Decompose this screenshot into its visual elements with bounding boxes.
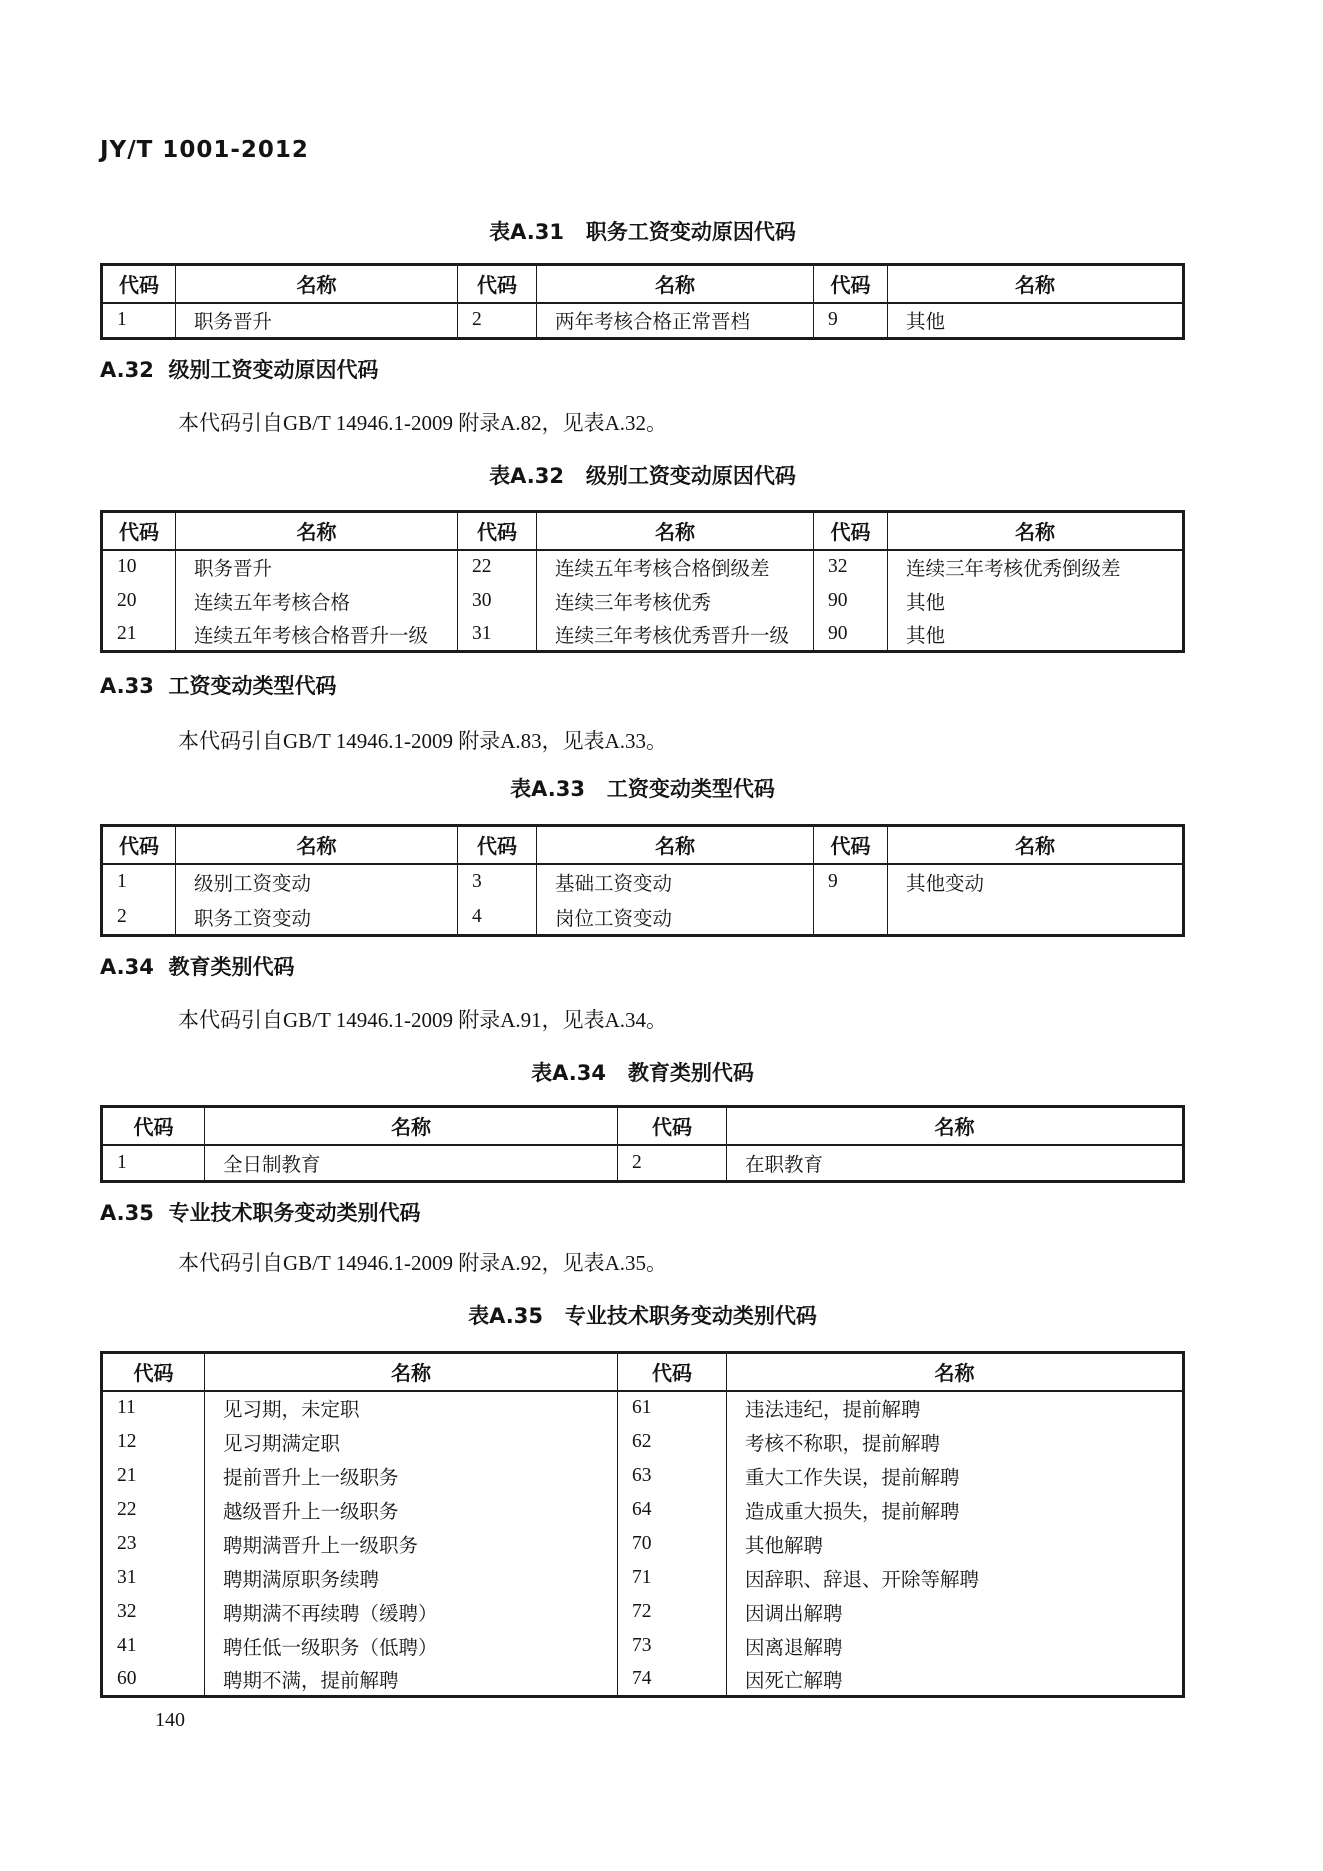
name-cell: 职务晋升 [176, 303, 458, 339]
name-cell: 连续五年考核合格 [176, 584, 458, 618]
code-cell: 31 [102, 1561, 205, 1595]
name-cell: 职务晋升 [176, 550, 458, 584]
section-a33-heading: A.33 工资变动类型代码 [100, 674, 337, 698]
code-cell: 23 [102, 1527, 205, 1561]
table-row [102, 1425, 1184, 1459]
column-header: 名称 [176, 826, 458, 864]
table-row [102, 864, 1184, 900]
column-header: 代码 [618, 1107, 727, 1145]
name-cell: 见习期，未定职 [205, 1391, 618, 1425]
name-cell: 造成重大损失，提前解聘 [727, 1493, 1184, 1527]
column-header: 代码 [458, 512, 537, 550]
name-cell: 聘任低一级职务（低聘） [205, 1629, 618, 1663]
code-cell: 74 [618, 1663, 727, 1697]
name-cell: 其他 [888, 618, 1184, 652]
code-cell: 10 [102, 550, 176, 584]
name-cell: 连续三年考核优秀 [537, 584, 814, 618]
column-header: 名称 [176, 512, 458, 550]
code-cell: 9 [814, 303, 888, 339]
name-cell: 其他 [888, 303, 1184, 339]
page-number: 140 [155, 1709, 185, 1731]
name-cell: 连续五年考核合格晋升一级 [176, 618, 458, 652]
section-a32-paragraph: 本代码引自GB/T 14946.1-2009 附录A.82，见表A.32。 [178, 411, 668, 435]
name-cell: 其他解聘 [727, 1527, 1184, 1561]
column-header: 代码 [814, 826, 888, 864]
code-cell: 9 [814, 864, 888, 900]
section-a32-heading: A.32 级别工资变动原因代码 [100, 358, 379, 382]
name-cell: 因死亡解聘 [727, 1663, 1184, 1697]
name-cell: 职务工资变动 [176, 900, 458, 936]
table-row [102, 1527, 1184, 1561]
code-cell: 2 [102, 900, 176, 936]
name-cell: 因辞职、辞退、开除等解聘 [727, 1561, 1184, 1595]
table-row [102, 1459, 1184, 1493]
name-cell: 见习期满定职 [205, 1425, 618, 1459]
column-header: 名称 [537, 826, 814, 864]
doc-code-header: JY/T 1001-2012 [100, 137, 309, 163]
table-row [102, 1493, 1184, 1527]
name-cell: 聘期不满，提前解聘 [205, 1663, 618, 1697]
name-cell: 聘期满晋升上一级职务 [205, 1527, 618, 1561]
code-cell: 72 [618, 1595, 727, 1629]
code-cell: 32 [102, 1595, 205, 1629]
code-cell: 1 [102, 864, 176, 900]
column-header: 名称 [537, 512, 814, 550]
name-cell: 连续三年考核优秀晋升一级 [537, 618, 814, 652]
table-row [102, 550, 1184, 584]
code-cell: 3 [458, 864, 537, 900]
code-cell: 21 [102, 1459, 205, 1493]
code-cell: 20 [102, 584, 176, 618]
table-a34-caption: 表A.34 教育类别代码 [531, 1061, 754, 1085]
code-cell: 64 [618, 1493, 727, 1527]
column-header: 代码 [458, 826, 537, 864]
column-header: 名称 [205, 1107, 618, 1145]
column-header: 代码 [814, 512, 888, 550]
name-cell: 连续五年考核合格倒级差 [537, 550, 814, 584]
name-cell: 违法违纪，提前解聘 [727, 1391, 1184, 1425]
table-a31-caption: 表A.31 职务工资变动原因代码 [489, 220, 796, 244]
code-cell: 30 [458, 584, 537, 618]
name-cell: 因调出解聘 [727, 1595, 1184, 1629]
table-row [102, 303, 1184, 339]
column-header: 名称 [888, 826, 1184, 864]
table-row [102, 1391, 1184, 1425]
table-row [102, 618, 1184, 652]
code-cell: 22 [102, 1493, 205, 1527]
table-a35-caption: 表A.35 专业技术职务变动类别代码 [468, 1304, 817, 1328]
name-cell: 级别工资变动 [176, 864, 458, 900]
code-cell: 2 [458, 303, 537, 339]
name-cell: 两年考核合格正常晋档 [537, 303, 814, 339]
section-a35-paragraph: 本代码引自GB/T 14946.1-2009 附录A.92，见表A.35。 [178, 1251, 668, 1275]
code-cell: 90 [814, 584, 888, 618]
code-cell: 31 [458, 618, 537, 652]
code-cell: 60 [102, 1663, 205, 1697]
code-cell: 41 [102, 1629, 205, 1663]
table-a33-caption: 表A.33 工资变动类型代码 [510, 777, 775, 801]
column-header: 名称 [537, 265, 814, 303]
code-cell: 73 [618, 1629, 727, 1663]
table-a32 [100, 510, 1185, 653]
table-header-row [102, 826, 1184, 864]
table-row [102, 1595, 1184, 1629]
column-header: 代码 [102, 512, 176, 550]
table-row [102, 1629, 1184, 1663]
name-cell: 其他 [888, 584, 1184, 618]
table-row [102, 1663, 1184, 1697]
section-a34-paragraph: 本代码引自GB/T 14946.1-2009 附录A.91，见表A.34。 [178, 1008, 668, 1032]
table-a35 [100, 1351, 1185, 1698]
column-header: 名称 [888, 512, 1184, 550]
code-cell: 61 [618, 1391, 727, 1425]
name-cell: 考核不称职，提前解聘 [727, 1425, 1184, 1459]
name-cell: 连续三年考核优秀倒级差 [888, 550, 1184, 584]
column-header: 代码 [814, 265, 888, 303]
table-header-row [102, 1353, 1184, 1391]
table-a34 [100, 1105, 1185, 1183]
table-row [102, 1561, 1184, 1595]
code-cell [814, 900, 888, 936]
code-cell: 1 [102, 1145, 205, 1182]
name-cell: 重大工作失误，提前解聘 [727, 1459, 1184, 1493]
table-row [102, 900, 1184, 936]
column-header: 代码 [458, 265, 537, 303]
name-cell: 聘期满原职务续聘 [205, 1561, 618, 1595]
name-cell: 在职教育 [727, 1145, 1184, 1182]
column-header: 代码 [102, 265, 176, 303]
code-cell: 2 [618, 1145, 727, 1182]
column-header: 代码 [102, 1107, 205, 1145]
table-header-row [102, 265, 1184, 303]
code-cell: 70 [618, 1527, 727, 1561]
code-cell: 32 [814, 550, 888, 584]
code-cell: 1 [102, 303, 176, 339]
name-cell: 越级晋升上一级职务 [205, 1493, 618, 1527]
name-cell [888, 900, 1184, 936]
code-cell: 63 [618, 1459, 727, 1493]
column-header: 代码 [618, 1353, 727, 1391]
column-header: 名称 [727, 1107, 1184, 1145]
name-cell: 基础工资变动 [537, 864, 814, 900]
table-a32-caption: 表A.32 级别工资变动原因代码 [489, 464, 796, 488]
name-cell: 岗位工资变动 [537, 900, 814, 936]
name-cell: 其他变动 [888, 864, 1184, 900]
column-header: 名称 [205, 1353, 618, 1391]
table-row [102, 584, 1184, 618]
code-cell: 4 [458, 900, 537, 936]
name-cell: 聘期满不再续聘（缓聘） [205, 1595, 618, 1629]
table-row [102, 1145, 1184, 1182]
code-cell: 22 [458, 550, 537, 584]
column-header: 代码 [102, 1353, 205, 1391]
table-a31 [100, 263, 1185, 340]
code-cell: 12 [102, 1425, 205, 1459]
name-cell: 提前晋升上一级职务 [205, 1459, 618, 1493]
code-cell: 62 [618, 1425, 727, 1459]
table-a33 [100, 824, 1185, 937]
section-a35-heading: A.35 专业技术职务变动类别代码 [100, 1201, 421, 1225]
code-cell: 90 [814, 618, 888, 652]
column-header: 名称 [727, 1353, 1184, 1391]
name-cell: 全日制教育 [205, 1145, 618, 1182]
code-cell: 11 [102, 1391, 205, 1425]
name-cell: 因离退解聘 [727, 1629, 1184, 1663]
section-a33-paragraph: 本代码引自GB/T 14946.1-2009 附录A.83，见表A.33。 [178, 729, 668, 753]
column-header: 名称 [888, 265, 1184, 303]
code-cell: 71 [618, 1561, 727, 1595]
column-header: 名称 [176, 265, 458, 303]
table-header-row [102, 512, 1184, 550]
table-header-row [102, 1107, 1184, 1145]
column-header: 代码 [102, 826, 176, 864]
code-cell: 21 [102, 618, 176, 652]
section-a34-heading: A.34 教育类别代码 [100, 955, 295, 979]
